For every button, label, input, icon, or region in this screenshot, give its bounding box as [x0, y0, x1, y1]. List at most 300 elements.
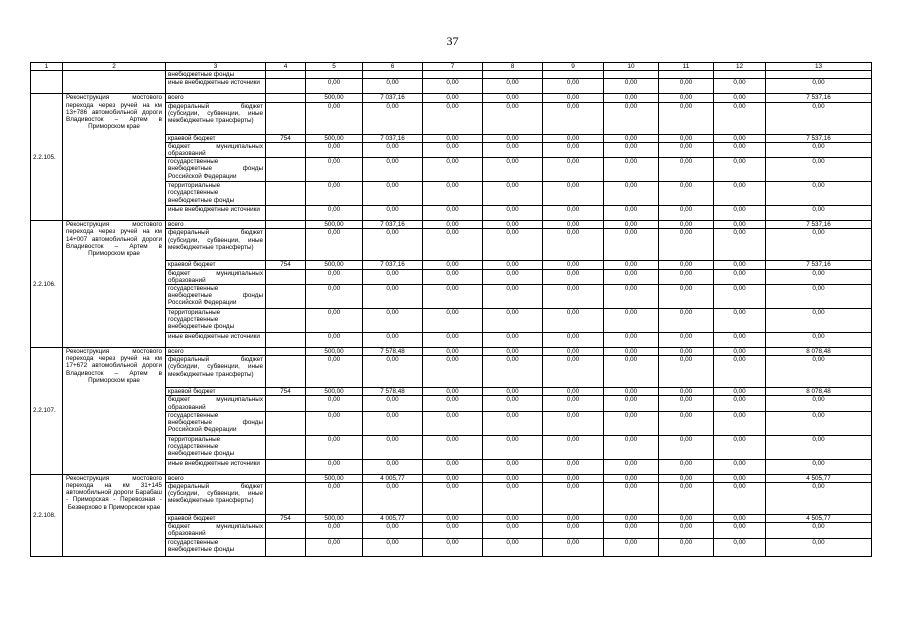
amount-cell: 0,00: [483, 79, 543, 94]
column-number: 12: [714, 63, 766, 71]
amount-cell: 0,00: [363, 483, 423, 515]
amount-cell: 0,00: [604, 221, 659, 229]
amount-cell: 0,00: [604, 523, 659, 538]
amount-cell: 0,00: [483, 182, 543, 206]
amount-cell: 0,00: [714, 523, 766, 538]
amount-cell: 0,00: [483, 221, 543, 229]
amount-cell: 0,00: [423, 356, 483, 388]
amount-cell: 0,00: [483, 134, 543, 142]
amount-cell: 0,00: [714, 285, 766, 309]
amount-cell: 0,00: [423, 435, 483, 459]
amount-cell: 0,00: [714, 94, 766, 102]
amount-cell: 0,00: [543, 229, 604, 261]
amount-cell: 0,00: [766, 142, 872, 157]
amount-cell: 0,00: [423, 523, 483, 538]
amount-cell: 0,00: [659, 411, 714, 435]
amount-cell: 0,00: [423, 396, 483, 411]
amount-cell: 0,00: [766, 79, 872, 94]
program-code: [266, 356, 306, 388]
amount-cell: 0,00: [483, 523, 543, 538]
amount-cell: 0,00: [483, 158, 543, 182]
amount-cell: 0,00: [306, 102, 363, 134]
column-number: 13: [766, 63, 872, 71]
amount-cell: 0,00: [714, 79, 766, 94]
amount-cell: 0,00: [306, 158, 363, 182]
amount-cell: 0,00: [714, 435, 766, 459]
amount-cell: 0,00: [543, 474, 604, 482]
amount-cell: 0,00: [363, 523, 423, 538]
amount-cell: 0,00: [766, 356, 872, 388]
amount-cell: 0,00: [423, 515, 483, 523]
page-number: 37: [446, 34, 459, 48]
amount-cell: 0,00: [423, 333, 483, 348]
amount-cell: 0,00: [766, 333, 872, 348]
amount-cell: 0,00: [306, 269, 363, 284]
amount-cell: 0,00: [543, 182, 604, 206]
amount-cell: 0,00: [543, 348, 604, 356]
amount-cell: 0,00: [714, 459, 766, 474]
amount-cell: 0,00: [363, 182, 423, 206]
table-row: [31, 94, 872, 102]
amount-cell: 0,00: [766, 269, 872, 284]
column-number: 1: [31, 63, 63, 71]
amount-cell: 0,00: [714, 483, 766, 515]
amount-cell: 0,00: [306, 356, 363, 388]
amount-cell: 0,00: [543, 158, 604, 182]
amount-cell: 0,00: [543, 538, 604, 556]
amount-cell: 0,00: [363, 411, 423, 435]
item-code: 2.2.106.: [31, 221, 63, 348]
amount-cell: 0,00: [423, 206, 483, 221]
amount-cell: 0,00: [604, 134, 659, 142]
amount-cell: 0,00: [363, 333, 423, 348]
funding-source: бюджет муниципальных образований: [166, 523, 266, 538]
amount-cell: 0,00: [483, 142, 543, 157]
funding-source: территориальные государственные внебюджетные фонды: [166, 309, 266, 333]
amount-cell: 0,00: [659, 459, 714, 474]
amount-cell: 0,00: [714, 515, 766, 523]
program-code: [266, 411, 306, 435]
amount-cell: 0,00: [363, 142, 423, 157]
amount-cell: [766, 71, 872, 79]
amount-cell: 0,00: [363, 102, 423, 134]
amount-cell: 500,00: [306, 474, 363, 482]
amount-cell: [543, 71, 604, 79]
amount-cell: 0,00: [766, 182, 872, 206]
funding-source: всего: [166, 221, 266, 229]
table-row: [31, 71, 872, 79]
amount-cell: 0,00: [423, 94, 483, 102]
amount-cell: 0,00: [659, 182, 714, 206]
amount-cell: 0,00: [604, 333, 659, 348]
amount-cell: 0,00: [423, 79, 483, 94]
amount-cell: 0,00: [306, 435, 363, 459]
amount-cell: 0,00: [659, 229, 714, 261]
amount-cell: 0,00: [604, 515, 659, 523]
program-code: [266, 333, 306, 348]
amount-cell: 0,00: [483, 309, 543, 333]
amount-cell: 0,00: [543, 79, 604, 94]
program-code: [266, 158, 306, 182]
funding-source: краевой бюджет: [166, 134, 266, 142]
amount-cell: 0,00: [766, 411, 872, 435]
amount-cell: 0,00: [659, 79, 714, 94]
amount-cell: 0,00: [604, 158, 659, 182]
amount-cell: 7 537,16: [766, 261, 872, 269]
amount-cell: 0,00: [659, 261, 714, 269]
amount-cell: 0,00: [714, 221, 766, 229]
amount-cell: 0,00: [714, 348, 766, 356]
amount-cell: 0,00: [659, 158, 714, 182]
amount-cell: 0,00: [483, 285, 543, 309]
amount-cell: 0,00: [483, 102, 543, 134]
funding-source: краевой бюджет: [166, 515, 266, 523]
amount-cell: 0,00: [306, 538, 363, 556]
column-number: 5: [306, 63, 363, 71]
amount-cell: 0,00: [363, 309, 423, 333]
amount-cell: 0,00: [423, 483, 483, 515]
amount-cell: 0,00: [483, 229, 543, 261]
amount-cell: 0,00: [543, 285, 604, 309]
amount-cell: 0,00: [714, 182, 766, 206]
program-code: [266, 285, 306, 309]
amount-cell: 500,00: [306, 515, 363, 523]
amount-cell: 0,00: [766, 435, 872, 459]
program-code: [266, 309, 306, 333]
amount-cell: 7 037,16: [363, 94, 423, 102]
program-code: [266, 269, 306, 284]
amount-cell: 0,00: [483, 459, 543, 474]
item-code-empty: [31, 71, 63, 94]
amount-cell: 0,00: [604, 79, 659, 94]
amount-cell: 0,00: [483, 269, 543, 284]
amount-cell: 0,00: [604, 348, 659, 356]
amount-cell: 0,00: [714, 158, 766, 182]
column-number: 4: [266, 63, 306, 71]
amount-cell: 0,00: [363, 229, 423, 261]
amount-cell: 8 078,48: [766, 388, 872, 396]
amount-cell: 0,00: [363, 459, 423, 474]
program-code: 754: [266, 261, 306, 269]
amount-cell: 0,00: [714, 388, 766, 396]
amount-cell: 0,00: [766, 309, 872, 333]
amount-cell: 0,00: [363, 269, 423, 284]
funding-source: иные внебюджетные источники: [166, 79, 266, 94]
amount-cell: 0,00: [659, 102, 714, 134]
amount-cell: 0,00: [483, 435, 543, 459]
amount-cell: 500,00: [306, 94, 363, 102]
amount-cell: 0,00: [543, 309, 604, 333]
amount-cell: 4 505,77: [766, 474, 872, 482]
funding-source: краевой бюджет: [166, 388, 266, 396]
funding-source: территориальные государственные внебюджетные фонды: [166, 182, 266, 206]
amount-cell: [659, 71, 714, 79]
amount-cell: 0,00: [543, 261, 604, 269]
program-code: [266, 538, 306, 556]
amount-cell: 0,00: [714, 269, 766, 284]
funding-source: краевой бюджет: [166, 261, 266, 269]
program-code: [266, 94, 306, 102]
amount-cell: 0,00: [604, 396, 659, 411]
item-name: Реконструкция мостового перехода через ручей на км 14+007 автомобильной дороги Владивосток – Артем в Приморском крае: [63, 221, 166, 348]
program-code: [266, 182, 306, 206]
funding-source: иные внебюджетные источники: [166, 333, 266, 348]
amount-cell: 0,00: [766, 538, 872, 556]
amount-cell: 0,00: [659, 348, 714, 356]
amount-cell: 0,00: [604, 388, 659, 396]
amount-cell: 0,00: [423, 269, 483, 284]
amount-cell: 0,00: [423, 309, 483, 333]
program-code: [266, 142, 306, 157]
amount-cell: 0,00: [306, 285, 363, 309]
amount-cell: 7 537,16: [766, 94, 872, 102]
amount-cell: 0,00: [604, 142, 659, 157]
amount-cell: 0,00: [483, 94, 543, 102]
program-code: 754: [266, 515, 306, 523]
amount-cell: 0,00: [363, 285, 423, 309]
amount-cell: 0,00: [659, 483, 714, 515]
amount-cell: 0,00: [423, 158, 483, 182]
amount-cell: 0,00: [363, 396, 423, 411]
amount-cell: 7 037,16: [363, 261, 423, 269]
column-number: 2: [63, 63, 166, 71]
amount-cell: 500,00: [306, 388, 363, 396]
amount-cell: 0,00: [423, 285, 483, 309]
amount-cell: 0,00: [483, 483, 543, 515]
amount-cell: 0,00: [714, 538, 766, 556]
program-code: [266, 102, 306, 134]
amount-cell: 0,00: [604, 269, 659, 284]
amount-cell: 0,00: [604, 102, 659, 134]
amount-cell: 0,00: [483, 261, 543, 269]
amount-cell: 0,00: [604, 411, 659, 435]
amount-cell: 0,00: [714, 261, 766, 269]
amount-cell: 0,00: [714, 206, 766, 221]
amount-cell: 0,00: [766, 483, 872, 515]
amount-cell: 0,00: [714, 134, 766, 142]
amount-cell: 0,00: [604, 459, 659, 474]
amount-cell: 0,00: [659, 285, 714, 309]
amount-cell: 7 037,16: [363, 221, 423, 229]
amount-cell: 7 537,16: [766, 134, 872, 142]
amount-cell: 0,00: [659, 206, 714, 221]
amount-cell: 0,00: [483, 333, 543, 348]
amount-cell: 0,00: [604, 538, 659, 556]
column-number: 7: [423, 63, 483, 71]
amount-cell: 0,00: [306, 229, 363, 261]
column-number: 9: [543, 63, 604, 71]
amount-cell: 0,00: [363, 206, 423, 221]
table-body: [31, 63, 872, 557]
column-number: 10: [604, 63, 659, 71]
amount-cell: 0,00: [306, 459, 363, 474]
amount-cell: 0,00: [543, 483, 604, 515]
amount-cell: 0,00: [714, 333, 766, 348]
amount-cell: 0,00: [306, 206, 363, 221]
amount-cell: 0,00: [363, 435, 423, 459]
amount-cell: 0,00: [483, 411, 543, 435]
item-name: Реконструкция мостового перехода через ручей на км 13+786 автомобильной дороги Владивосток – Артем в Приморском крае: [63, 94, 166, 221]
amount-cell: 0,00: [423, 134, 483, 142]
amount-cell: 0,00: [423, 221, 483, 229]
amount-cell: 0,00: [659, 142, 714, 157]
amount-cell: 0,00: [714, 411, 766, 435]
amount-cell: 0,00: [659, 269, 714, 284]
amount-cell: 0,00: [543, 411, 604, 435]
amount-cell: 0,00: [423, 261, 483, 269]
funding-source: всего: [166, 474, 266, 482]
amount-cell: 0,00: [306, 411, 363, 435]
amount-cell: 0,00: [483, 396, 543, 411]
amount-cell: 0,00: [306, 79, 363, 94]
table-row: [31, 348, 872, 356]
amount-cell: 8 078,48: [766, 348, 872, 356]
budget-table: [30, 62, 872, 557]
amount-cell: 0,00: [766, 285, 872, 309]
amount-cell: 0,00: [543, 435, 604, 459]
amount-cell: 0,00: [423, 102, 483, 134]
amount-cell: 0,00: [306, 483, 363, 515]
amount-cell: 0,00: [423, 229, 483, 261]
amount-cell: 0,00: [543, 396, 604, 411]
item-code: 2.2.105.: [31, 94, 63, 221]
amount-cell: 0,00: [604, 435, 659, 459]
amount-cell: 0,00: [659, 94, 714, 102]
program-code: [266, 435, 306, 459]
funding-source: федеральный бюджет (субсидии, субвенции, иные межбюджетные трансферты): [166, 483, 266, 515]
amount-cell: 0,00: [483, 206, 543, 221]
amount-cell: 0,00: [659, 388, 714, 396]
amount-cell: 0,00: [604, 261, 659, 269]
item-code: 2.2.108.: [31, 474, 63, 556]
funding-source: федеральный бюджет (субсидии, субвенции, иные межбюджетные трансферты): [166, 356, 266, 388]
column-number: 8: [483, 63, 543, 71]
table-row: [31, 221, 872, 229]
program-code: [266, 523, 306, 538]
funding-source: иные внебюджетные источники: [166, 459, 266, 474]
amount-cell: 0,00: [659, 221, 714, 229]
program-code: [266, 348, 306, 356]
funding-source: бюджет муниципальных образований: [166, 142, 266, 157]
amount-cell: 0,00: [363, 79, 423, 94]
funding-source: государственные внебюджетные фонды Российской Федерации: [166, 411, 266, 435]
amount-cell: 0,00: [604, 309, 659, 333]
program-code: [266, 396, 306, 411]
amount-cell: 0,00: [604, 474, 659, 482]
amount-cell: 0,00: [423, 348, 483, 356]
program-code: [266, 71, 306, 79]
program-code: [266, 459, 306, 474]
amount-cell: 0,00: [306, 142, 363, 157]
amount-cell: [483, 71, 543, 79]
amount-cell: 0,00: [423, 411, 483, 435]
amount-cell: 0,00: [543, 333, 604, 348]
amount-cell: 0,00: [306, 182, 363, 206]
amount-cell: 0,00: [543, 134, 604, 142]
amount-cell: 0,00: [766, 158, 872, 182]
amount-cell: 0,00: [604, 206, 659, 221]
amount-cell: 0,00: [714, 474, 766, 482]
amount-cell: 0,00: [659, 309, 714, 333]
table-row: [31, 474, 872, 482]
amount-cell: 0,00: [766, 102, 872, 134]
amount-cell: [423, 71, 483, 79]
amount-cell: 0,00: [306, 333, 363, 348]
amount-cell: 0,00: [604, 182, 659, 206]
amount-cell: [604, 71, 659, 79]
amount-cell: [714, 71, 766, 79]
funding-source: бюджет муниципальных образований: [166, 396, 266, 411]
amount-cell: 0,00: [659, 515, 714, 523]
amount-cell: 0,00: [714, 396, 766, 411]
amount-cell: 0,00: [604, 356, 659, 388]
funding-source: территориальные государственные внебюджетные фонды: [166, 435, 266, 459]
amount-cell: [306, 71, 363, 79]
amount-cell: 0,00: [543, 94, 604, 102]
amount-cell: 0,00: [306, 396, 363, 411]
amount-cell: 0,00: [714, 309, 766, 333]
amount-cell: 0,00: [306, 523, 363, 538]
amount-cell: 7 578,48: [363, 348, 423, 356]
amount-cell: 0,00: [543, 142, 604, 157]
program-code: [266, 229, 306, 261]
amount-cell: 500,00: [306, 221, 363, 229]
funding-source: всего: [166, 94, 266, 102]
amount-cell: 0,00: [543, 269, 604, 284]
amount-cell: 0,00: [363, 158, 423, 182]
amount-cell: [363, 71, 423, 79]
amount-cell: 0,00: [659, 435, 714, 459]
amount-cell: 0,00: [766, 459, 872, 474]
amount-cell: 0,00: [659, 474, 714, 482]
amount-cell: 0,00: [483, 356, 543, 388]
amount-cell: 0,00: [766, 523, 872, 538]
funding-source: федеральный бюджет (субсидии, субвенции, иные межбюджетные трансферты): [166, 229, 266, 261]
amount-cell: 0,00: [604, 483, 659, 515]
funding-source: государственные внебюджетные фонды Российской Федерации: [166, 285, 266, 309]
amount-cell: 0,00: [483, 388, 543, 396]
amount-cell: 7 578,48: [363, 388, 423, 396]
program-code: [266, 79, 306, 94]
amount-cell: 0,00: [423, 388, 483, 396]
amount-cell: 0,00: [543, 356, 604, 388]
amount-cell: 0,00: [714, 356, 766, 388]
item-name-empty: [63, 71, 166, 94]
amount-cell: 0,00: [483, 515, 543, 523]
item-code: 2.2.107.: [31, 348, 63, 475]
amount-cell: 4 005,77: [363, 515, 423, 523]
amount-cell: 0,00: [543, 102, 604, 134]
amount-cell: 0,00: [363, 356, 423, 388]
amount-cell: 0,00: [543, 221, 604, 229]
amount-cell: 4 505,77: [766, 515, 872, 523]
amount-cell: 0,00: [543, 388, 604, 396]
amount-cell: 0,00: [659, 333, 714, 348]
column-number: 11: [659, 63, 714, 71]
funding-source: федеральный бюджет (субсидии, субвенции, иные межбюджетные трансферты): [166, 102, 266, 134]
amount-cell: 0,00: [714, 102, 766, 134]
funding-source: государственные внебюджетные фонды Российской Федерации: [166, 158, 266, 182]
amount-cell: 0,00: [423, 474, 483, 482]
item-name: Реконструкция мостового перехода на км 31+145 автомобильной дороги Барабаш - Приморская - Перевозная - Безверхово в Приморском крае: [63, 474, 166, 556]
amount-cell: 0,00: [543, 515, 604, 523]
amount-cell: 0,00: [543, 523, 604, 538]
amount-cell: 7 537,16: [766, 221, 872, 229]
item-name: Реконструкция мостового перехода через ручей на км 17+672 автомобильной дороги Владивосток – Артем в Приморском крае: [63, 348, 166, 475]
amount-cell: 7 037,16: [363, 134, 423, 142]
amount-cell: 0,00: [306, 309, 363, 333]
amount-cell: 0,00: [659, 523, 714, 538]
